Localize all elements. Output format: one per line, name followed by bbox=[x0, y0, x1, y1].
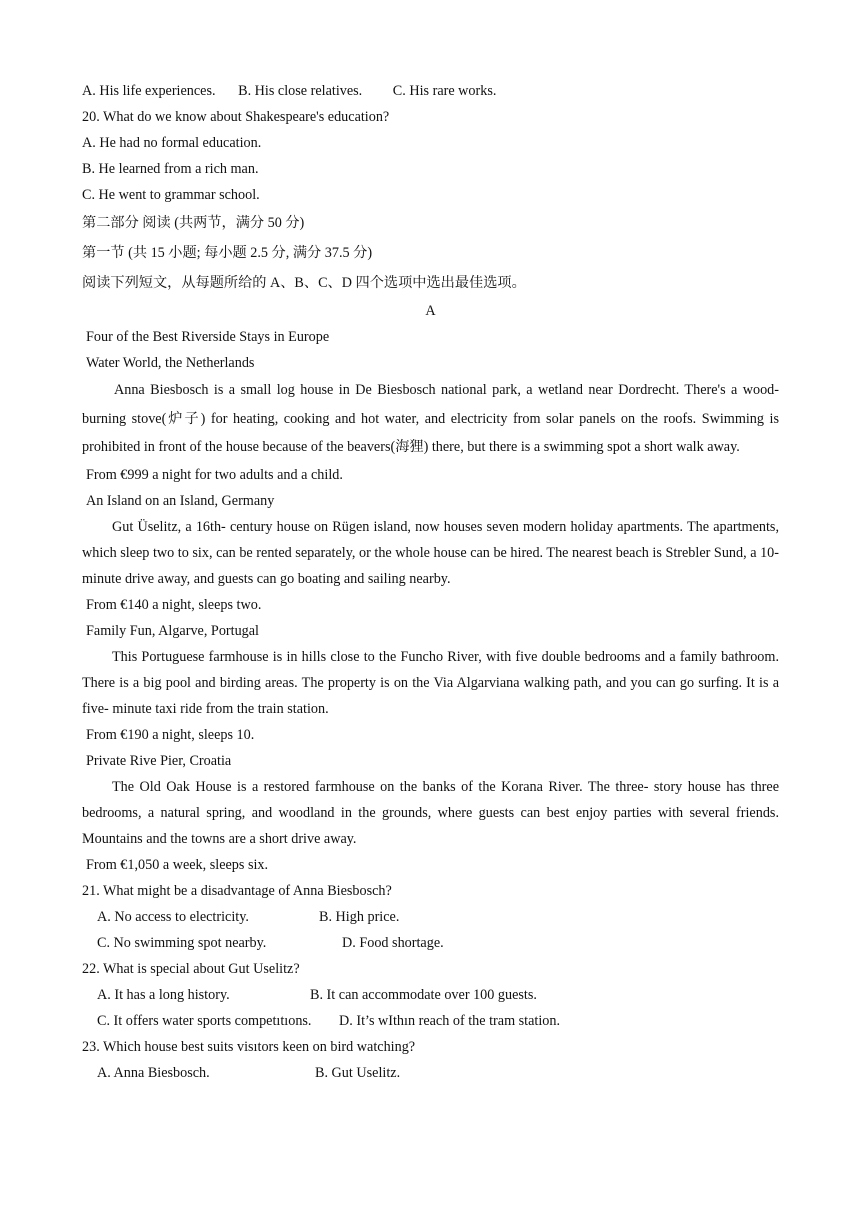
q21-options-row-1 bbox=[82, 904, 779, 930]
q22-options-row-1 bbox=[82, 982, 779, 1008]
q19-option-a: A. His life experiences. bbox=[82, 83, 216, 99]
q22-option-c: C. It offers water sports competıtıons. bbox=[97, 1012, 312, 1029]
stay1-heading: Water World, the Netherlands bbox=[86, 355, 255, 371]
q20-option-b: B. He learned from a rich man. bbox=[82, 161, 259, 177]
stay4-heading: Private Rive Pier, Croatia bbox=[86, 752, 232, 769]
q20-option-c: C. He went to grammar school. bbox=[82, 187, 260, 203]
q20-question: 20. What do we know about Shakespeare's education? bbox=[82, 109, 390, 125]
passage-title: Four of the Best Riverside Stays in Europe bbox=[86, 329, 330, 345]
q23-option-b: B. Gut Uselitz. bbox=[315, 1064, 401, 1081]
passage-label: A bbox=[425, 303, 436, 319]
stay4-price: From €1,050 a week, sleeps six. bbox=[86, 856, 269, 873]
q21-option-b: B. High price. bbox=[319, 908, 400, 925]
section1-heading: 第一节 (共 15 小题; 每小题 2.5 分, 满分 37.5 分) bbox=[82, 245, 373, 261]
q22-question: 22. What is special about Gut Uselitz? bbox=[82, 960, 300, 977]
q20-option-a: A. He had no formal education. bbox=[82, 135, 262, 151]
q21-option-d: D. Food shortage. bbox=[342, 934, 444, 951]
stay3-heading: Family Fun, Algarve, Portugal bbox=[86, 622, 259, 639]
q19-options-row bbox=[82, 78, 779, 104]
q21-options-row-2 bbox=[82, 930, 779, 956]
q22-option-a: A. It has a long history. bbox=[97, 986, 230, 1003]
q21-question: 21. What might be a disadvantage of Anna Biesbosch? bbox=[82, 882, 392, 899]
stay1-body: Anna Biesbosch is a small log house in De Biesbosch national park, a wetland near Dordrecht. There's a wood- burning stove(炉子) for heating, cooking and hot water, and electricity from solar panels on the roofs. Swimming is prohibited in front of the house because of the beavers(海狸) there, but there is a swimming spot a short walk away. bbox=[82, 382, 779, 456]
part2-heading: 第二部分 阅读 (共两节，满分 50 分) bbox=[82, 215, 305, 231]
stay2-body: Gut Üselitz, a 16th- century house on Rügen island, now houses seven modern holiday apartments. The apartments, which sleep two to six, can be rented separately, or the whole house can be hired. The nearest beach is Strebler Sund, a 10- minute drive away, and guests can go boating and sailing nearby. bbox=[82, 518, 779, 587]
stay3-price: From €190 a night, sleeps 10. bbox=[86, 726, 255, 743]
stay2-heading: An Island on an Island, Germany bbox=[86, 492, 275, 509]
document-page bbox=[82, 78, 779, 1086]
q22-options-row-2 bbox=[82, 1008, 779, 1034]
q21-option-a: A. No access to electricity. bbox=[97, 908, 249, 925]
stay2-price: From €140 a night, sleeps two. bbox=[86, 596, 262, 613]
q21-option-c: C. No swimming spot nearby. bbox=[97, 934, 267, 951]
q19-option-b: B. His close relatives. bbox=[238, 83, 363, 99]
stay1-price: From €999 a night for two adults and a child. bbox=[86, 466, 343, 483]
q23-options-row-1 bbox=[82, 1060, 779, 1086]
q23-question: 23. Which house best suits visıtors keen on bird watching? bbox=[82, 1038, 416, 1055]
stay4-body: The Old Oak House is a restored farmhouse on the banks of the Korana River. The three- story house has three bedrooms, a natural spring, and woodland in the grounds, where guests can best enjoy parties with several friends. Mountains and the towns are a short drive away. bbox=[82, 778, 779, 847]
q22-option-b: B. It can accommodate over 100 guests. bbox=[310, 986, 537, 1003]
stay3-body: This Portuguese farmhouse is in hills close to the Funcho River, with five double bedrooms and a family bathroom. There is a big pool and birding areas. The property is on the Via Algarviana walking path, and you can go surfing. It is a five- minute taxi ride from the train station. bbox=[82, 648, 779, 717]
q22-option-d: D. It’s wIthın reach of the tram station. bbox=[339, 1012, 561, 1029]
reading-instruction: 阅读下列短文，从每题所给的 A、B、C、D 四个选项中选出最佳选项。 bbox=[82, 275, 526, 291]
q23-option-a: A. Anna Biesbosch. bbox=[97, 1064, 210, 1081]
q19-option-c: C. His rare works. bbox=[392, 83, 497, 99]
